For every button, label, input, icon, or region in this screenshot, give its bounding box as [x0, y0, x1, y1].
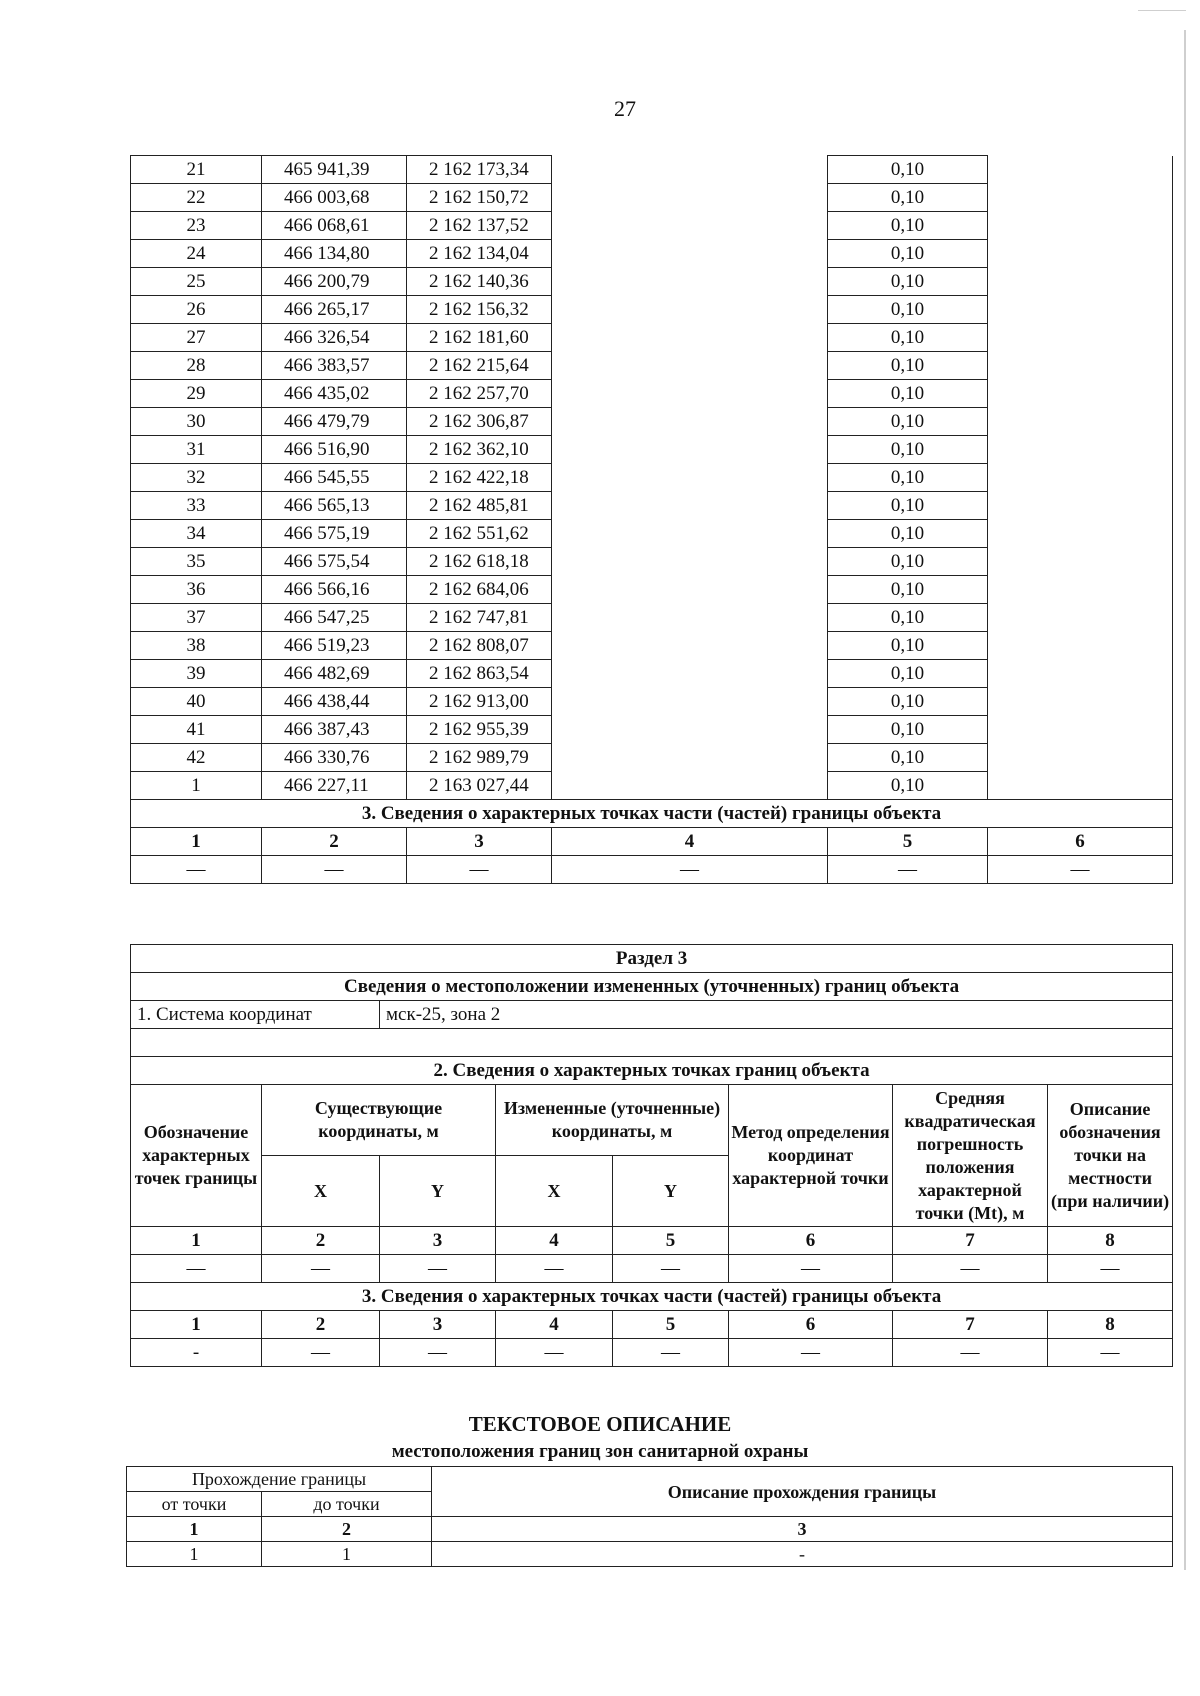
scan-edge-line [1184, 30, 1186, 1570]
part-header-row [131, 828, 1173, 856]
part-title: 3. Сведения о характерных точках части (частей) границы объекта [131, 800, 1173, 828]
coord-x: 466 134,80 [262, 240, 407, 268]
method-cell [552, 604, 828, 632]
coord-y: 2 163 027,44 [407, 772, 552, 800]
description-cell [988, 688, 1173, 716]
method-cell [552, 492, 828, 520]
text-data-row [127, 1542, 1173, 1567]
coord-y: 2 162 863,54 [407, 660, 552, 688]
coord-x: 466 519,23 [262, 632, 407, 660]
col-number: 4 [496, 1227, 613, 1255]
header-changed-y: Y [613, 1156, 729, 1227]
point-number: 28 [131, 352, 262, 380]
method-cell [552, 156, 828, 184]
mt-value: 0,10 [828, 464, 988, 492]
coordinate-row [131, 184, 1173, 212]
section3-part-title-row [131, 1283, 1173, 1311]
coord-y: 2 162 137,52 [407, 212, 552, 240]
coord-x: 466 516,90 [262, 436, 407, 464]
dash-cell: — [496, 1255, 613, 1283]
coord-x: 466 227,11 [262, 772, 407, 800]
point-number: 27 [131, 324, 262, 352]
to-point-header: до точки [262, 1492, 432, 1517]
description-cell [988, 660, 1173, 688]
coord-y: 2 162 422,18 [407, 464, 552, 492]
method-cell [552, 716, 828, 744]
header-existing-coords: Существующие координаты, м [262, 1085, 496, 1156]
coordinate-row [131, 352, 1173, 380]
method-cell [552, 268, 828, 296]
method-cell [552, 380, 828, 408]
mt-value: 0,10 [828, 156, 988, 184]
description-cell [988, 380, 1173, 408]
coord-x: 466 479,79 [262, 408, 407, 436]
mt-value: 0,10 [828, 548, 988, 576]
point-number: 33 [131, 492, 262, 520]
header-existing-y: Y [380, 1156, 496, 1227]
part-dash-cell: — [131, 856, 262, 884]
mt-value: 0,10 [828, 240, 988, 268]
coord-x: 466 383,57 [262, 352, 407, 380]
coord-x: 466 545,55 [262, 464, 407, 492]
method-cell [552, 240, 828, 268]
points-title: 2. Сведения о характерных точках границ объекта [131, 1057, 1173, 1085]
description-cell [988, 324, 1173, 352]
coordinate-row [131, 548, 1173, 576]
description-cell [988, 464, 1173, 492]
description-cell [988, 576, 1173, 604]
coord-y: 2 162 684,06 [407, 576, 552, 604]
part-dash: — [1048, 1339, 1173, 1367]
point-number: 31 [131, 436, 262, 464]
part-number: 7 [893, 1311, 1048, 1339]
method-cell [552, 408, 828, 436]
coord-y: 2 162 173,34 [407, 156, 552, 184]
mt-value: 0,10 [828, 660, 988, 688]
coord-x: 466 068,61 [262, 212, 407, 240]
coord-y: 2 162 913,00 [407, 688, 552, 716]
point-number: 21 [131, 156, 262, 184]
coord-x: 466 387,43 [262, 716, 407, 744]
coord-x: 466 200,79 [262, 268, 407, 296]
dash-cell: — [131, 1255, 262, 1283]
header-description: Описание обозначения точки на местности (при наличии) [1048, 1085, 1173, 1227]
description-cell [988, 268, 1173, 296]
coordinate-row [131, 240, 1173, 268]
section3-subtitle: Сведения о местоположении измененных (уточненных) границ объекта [131, 973, 1173, 1001]
coord-x: 465 941,39 [262, 156, 407, 184]
dash-cell: — [262, 1255, 380, 1283]
coordinate-row [131, 212, 1173, 240]
description-cell [988, 772, 1173, 800]
coordinate-row [131, 380, 1173, 408]
mt-value: 0,10 [828, 268, 988, 296]
mt-value: 0,10 [828, 772, 988, 800]
part-dash: — [893, 1339, 1048, 1367]
part-dash: — [613, 1339, 729, 1367]
part-dash-cell: — [262, 856, 407, 884]
coordinate-row [131, 324, 1173, 352]
section3-table [130, 944, 1173, 1367]
method-cell [552, 352, 828, 380]
point-number: 39 [131, 660, 262, 688]
part-dash-cell: — [828, 856, 988, 884]
coordinates-table-body [131, 156, 1173, 800]
description-cell [988, 520, 1173, 548]
boundary-description-table [126, 1466, 1173, 1567]
description-cell [988, 240, 1173, 268]
point-number: 32 [131, 464, 262, 492]
method-cell [552, 688, 828, 716]
part-number: 2 [262, 1311, 380, 1339]
header-changed-x: X [496, 1156, 613, 1227]
from-point-header: от точки [127, 1492, 262, 1517]
coord-y: 2 162 485,81 [407, 492, 552, 520]
part-col-number: 4 [552, 828, 828, 856]
coord-x: 466 565,13 [262, 492, 407, 520]
coord-x: 466 435,02 [262, 380, 407, 408]
coord-y: 2 162 362,10 [407, 436, 552, 464]
part-dash-cell: — [552, 856, 828, 884]
method-cell [552, 520, 828, 548]
points-title-row [131, 1057, 1173, 1085]
method-cell [552, 744, 828, 772]
dash-cell: — [613, 1255, 729, 1283]
mt-value: 0,10 [828, 492, 988, 520]
point-number: 36 [131, 576, 262, 604]
point-number: 41 [131, 716, 262, 744]
method-cell [552, 184, 828, 212]
mt-value: 0,10 [828, 380, 988, 408]
section3-title-row [131, 945, 1173, 973]
part-number: 8 [1048, 1311, 1173, 1339]
part-col-number: 5 [828, 828, 988, 856]
method-cell [552, 660, 828, 688]
coordinate-row [131, 408, 1173, 436]
part-number: 1 [131, 1311, 262, 1339]
point-number: 37 [131, 604, 262, 632]
coordinate-row [131, 688, 1173, 716]
description-cell [988, 352, 1173, 380]
coordinate-row [131, 772, 1173, 800]
mt-value: 0,10 [828, 688, 988, 716]
col-number: 1 [131, 1227, 262, 1255]
mt-value: 0,10 [828, 716, 988, 744]
coordinate-row [131, 632, 1173, 660]
col-number: 5 [613, 1227, 729, 1255]
description-cell [988, 408, 1173, 436]
blank-cell [131, 1029, 1173, 1057]
description-cell [988, 296, 1173, 324]
mt-value: 0,10 [828, 576, 988, 604]
coord-system-value: мск-25, зона 2 [380, 1001, 1173, 1029]
coordinate-row [131, 156, 1173, 184]
mt-value: 0,10 [828, 744, 988, 772]
text-col-number: 1 [127, 1517, 262, 1542]
part-dash-row [131, 856, 1173, 884]
point-number: 35 [131, 548, 262, 576]
part-dash: — [496, 1339, 613, 1367]
point-number: 34 [131, 520, 262, 548]
method-cell [552, 212, 828, 240]
coord-x: 466 566,16 [262, 576, 407, 604]
part-number: 6 [729, 1311, 893, 1339]
description-value: - [432, 1542, 1173, 1567]
coord-x: 466 575,54 [262, 548, 407, 576]
blank-row [131, 1029, 1173, 1057]
part-number: 4 [496, 1311, 613, 1339]
coord-y: 2 162 257,70 [407, 380, 552, 408]
description-cell [988, 492, 1173, 520]
section3-part-title: 3. Сведения о характерных точках части (частей) границы объекта [131, 1283, 1173, 1311]
part-dash: — [729, 1339, 893, 1367]
coord-x: 466 330,76 [262, 744, 407, 772]
point-number: 30 [131, 408, 262, 436]
text-description-subtitle: местоположения границ зон санитарной охраны [391, 1441, 809, 1462]
point-number: 23 [131, 212, 262, 240]
col-number: 2 [262, 1227, 380, 1255]
page-number: 27 [614, 96, 636, 121]
from-point-value: 1 [127, 1542, 262, 1567]
part-dash-cell: — [988, 856, 1173, 884]
part-dash-cell: — [407, 856, 552, 884]
part-col-number: 2 [262, 828, 407, 856]
dash-row [131, 1255, 1173, 1283]
description-cell [988, 716, 1173, 744]
section3-subtitle-row [131, 973, 1173, 1001]
passage-header: Прохождение границы [127, 1467, 432, 1492]
method-cell [552, 296, 828, 324]
coord-y: 2 162 140,36 [407, 268, 552, 296]
to-point-value: 1 [262, 1542, 432, 1567]
text-col-number: 3 [432, 1517, 1173, 1542]
description-cell [988, 184, 1173, 212]
section3-part-number-row [131, 1311, 1173, 1339]
mt-value: 0,10 [828, 604, 988, 632]
coord-x: 466 326,54 [262, 324, 407, 352]
coord-x: 466 482,69 [262, 660, 407, 688]
coord-y: 2 162 955,39 [407, 716, 552, 744]
coord-y: 2 162 215,64 [407, 352, 552, 380]
description-cell [988, 548, 1173, 576]
coord-y: 2 162 618,18 [407, 548, 552, 576]
dash-cell: — [1048, 1255, 1173, 1283]
section3-part-dash-row [131, 1339, 1173, 1367]
point-number: 26 [131, 296, 262, 324]
text-col-number-row [127, 1517, 1173, 1542]
method-cell [552, 464, 828, 492]
coord-y: 2 162 747,81 [407, 604, 552, 632]
part-dash: — [262, 1339, 380, 1367]
coord-y: 2 162 989,79 [407, 744, 552, 772]
scan-edge-mark [1138, 10, 1186, 11]
point-number: 40 [131, 688, 262, 716]
mt-value: 0,10 [828, 520, 988, 548]
coord-x: 466 575,19 [262, 520, 407, 548]
coord-x: 466 003,68 [262, 184, 407, 212]
method-cell [552, 548, 828, 576]
description-header: Описание прохождения границы [432, 1467, 1173, 1517]
point-number: 24 [131, 240, 262, 268]
point-number: 22 [131, 184, 262, 212]
coord-y: 2 162 181,60 [407, 324, 552, 352]
coord-x: 466 547,25 [262, 604, 407, 632]
coordinate-row [131, 268, 1173, 296]
coord-x: 466 438,44 [262, 688, 407, 716]
mt-value: 0,10 [828, 212, 988, 240]
coord-system-label: 1. Система координат [131, 1001, 380, 1029]
coord-y: 2 162 808,07 [407, 632, 552, 660]
coordinate-row [131, 436, 1173, 464]
col-number-row [131, 1227, 1173, 1255]
point-number: 38 [131, 632, 262, 660]
description-cell [988, 212, 1173, 240]
col-number: 3 [380, 1227, 496, 1255]
part-dash: — [380, 1339, 496, 1367]
point-number: 25 [131, 268, 262, 296]
description-cell [988, 632, 1173, 660]
col-number: 8 [1048, 1227, 1173, 1255]
coordinates-table [130, 155, 1173, 884]
coordinate-row [131, 604, 1173, 632]
dash-cell: — [729, 1255, 893, 1283]
mt-value: 0,10 [828, 324, 988, 352]
header-existing-x: X [262, 1156, 380, 1227]
dash-cell: — [893, 1255, 1048, 1283]
coord-y: 2 162 134,04 [407, 240, 552, 268]
coordinate-row [131, 744, 1173, 772]
mt-value: 0,10 [828, 436, 988, 464]
dash-cell: — [380, 1255, 496, 1283]
point-number: 1 [131, 772, 262, 800]
coordinate-row [131, 716, 1173, 744]
part-number: 5 [613, 1311, 729, 1339]
method-cell [552, 632, 828, 660]
coord-y: 2 162 551,62 [407, 520, 552, 548]
coordinate-row [131, 296, 1173, 324]
coord-system-row [131, 1001, 1173, 1029]
text-header-row-1 [127, 1467, 1173, 1492]
part-dash: - [131, 1339, 262, 1367]
header-method: Метод определения координат характерной точки [729, 1085, 893, 1227]
mt-value: 0,10 [828, 184, 988, 212]
col-number: 6 [729, 1227, 893, 1255]
part-number: 3 [380, 1311, 496, 1339]
part-title-row [131, 800, 1173, 828]
part-col-number: 3 [407, 828, 552, 856]
description-cell [988, 436, 1173, 464]
coordinate-row [131, 660, 1173, 688]
part-col-number: 6 [988, 828, 1173, 856]
coordinate-row [131, 520, 1173, 548]
description-cell [988, 156, 1173, 184]
point-number: 42 [131, 744, 262, 772]
header-error: Средняя квадратическая погрешность положения характерной точки (Mt), м [893, 1085, 1048, 1227]
header-changed-coords: Измененные (уточненные) координаты, м [496, 1085, 729, 1156]
mt-value: 0,10 [828, 352, 988, 380]
coord-y: 2 162 306,87 [407, 408, 552, 436]
text-col-number: 2 [262, 1517, 432, 1542]
part-col-number: 1 [131, 828, 262, 856]
coordinate-row [131, 464, 1173, 492]
header-designation: Обозначение характерных точек границы [131, 1085, 262, 1227]
coord-x: 466 265,17 [262, 296, 407, 324]
mt-value: 0,10 [828, 296, 988, 324]
method-cell [552, 324, 828, 352]
text-description-title: ТЕКСТОВОЕ ОПИСАНИЕ [468, 1412, 732, 1436]
header-row-1 [131, 1085, 1173, 1156]
mt-value: 0,10 [828, 632, 988, 660]
description-cell [988, 604, 1173, 632]
method-cell [552, 772, 828, 800]
coord-y: 2 162 150,72 [407, 184, 552, 212]
coord-y: 2 162 156,32 [407, 296, 552, 324]
coordinate-row [131, 576, 1173, 604]
col-number: 7 [893, 1227, 1048, 1255]
description-cell [988, 744, 1173, 772]
section3-title: Раздел 3 [131, 945, 1173, 973]
point-number: 29 [131, 380, 262, 408]
mt-value: 0,10 [828, 408, 988, 436]
method-cell [552, 576, 828, 604]
coordinate-row [131, 492, 1173, 520]
method-cell [552, 436, 828, 464]
